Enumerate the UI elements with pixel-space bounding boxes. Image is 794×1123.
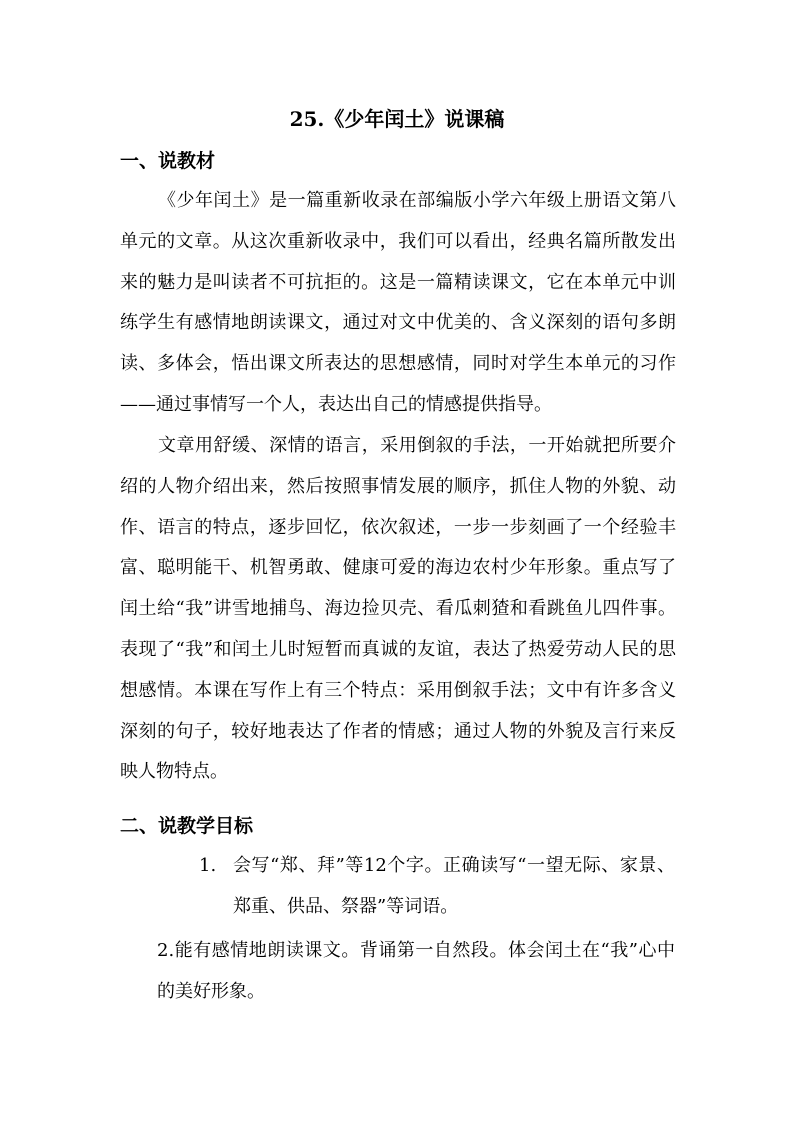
goal-number: 2. — [157, 940, 175, 961]
goal-text: 能有感情地朗读课文。背诵第一自然段。体会闰土在“我”心中的美好形象。 — [157, 940, 675, 1002]
paragraph-material-intro: 《少年闰土》是一篇重新收录在部编版小学六年级上册语文第八单元的文章。从这次重新收录中，我们可以看出，经典名篇所散发出来的魅力是叫读者不可抗拒的。这是一篇精读课文，它在本单元中训练学生有感情地朗读课文，通过对文中优美的、含义深刻的语句多朗读、多体会，悟出课文所表达的思想感情，同时对学生本单元的习作——通过事情写一个人，表达出自己的情感提供指导。 — [120, 190, 676, 415]
document-title: 25.《少年闰土》说课稿 — [289, 107, 505, 131]
section-heading-teaching-goals: 二、说教学目标 — [120, 815, 254, 837]
section-heading-teaching-material: 一、说教材 — [120, 150, 216, 172]
goal-text-2 — [157, 931, 675, 1012]
goal-item-2 — [157, 931, 675, 1012]
goal-text: 会写“郑、拜”等12个字。正确读写“一望无际、家景、郑重、供品、祭器”等词语。 — [233, 855, 675, 917]
goal-number: 1. — [199, 855, 217, 876]
goal-item-1 — [199, 846, 675, 927]
paragraph-article-analysis: 文章用舒缓、深情的语言，采用倒叙的手法，一开始就把所要介绍的人物介绍出来，然后按照事情发展的顺序，抓住人物的外貌、动作、语言的特点，逐步回忆，依次叙述，一步一步刻画了一个经验丰富、聪明能干、机智勇敢、健康可爱的海边农村少年形象。重点写了闰土给“我”讲雪地捕鸟、海边捡贝壳、看瓜刺猹和看跳鱼儿四件事。表现了“我”和闰土儿时短暂而真诚的友谊，表达了热爱劳动人民的思想感情。本课在写作上有三个特点：采用倒叙手法；文中有许多含义深刻的句子，较好地表达了作者的情感；通过人物的外貌及言行来反映人物特点。 — [120, 435, 676, 783]
